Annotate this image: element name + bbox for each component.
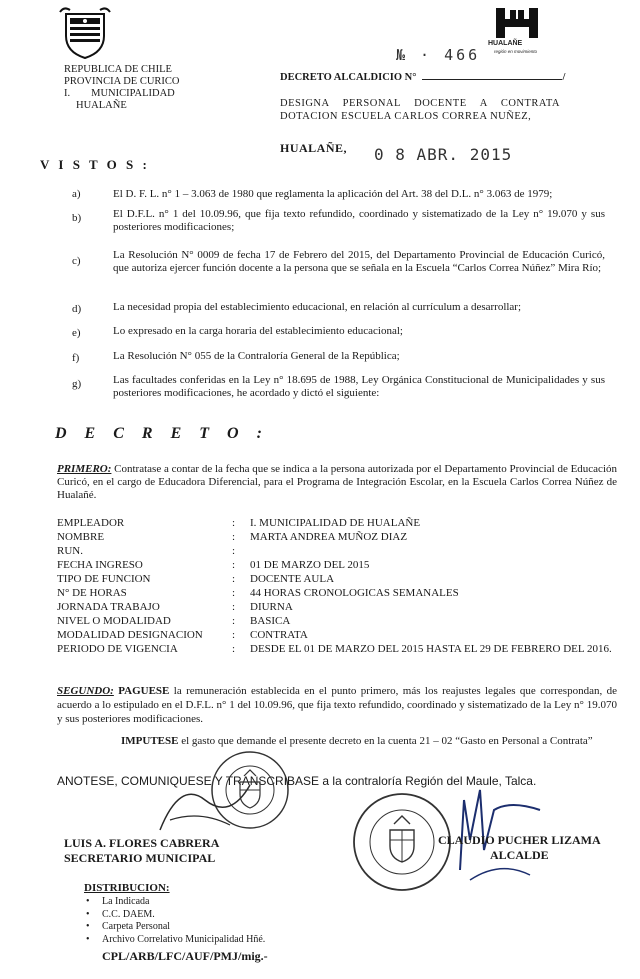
imputese-paragraph bbox=[57, 734, 617, 748]
date-stamp: 0 8 ABR. 2015 bbox=[374, 145, 513, 164]
distribucion-list bbox=[84, 896, 265, 946]
segundo-paragraph bbox=[57, 684, 617, 726]
field-label: PERIODO DE VIGENCIA bbox=[57, 643, 178, 655]
vistos-item: El D.F.L. n° 1 del 10.09.96, que fija texto refundido, coordinado y sistematizado de la Ley n° 19.070 y sus posteriores modificaciones; bbox=[113, 208, 605, 233]
vistos-letter: c) bbox=[72, 255, 81, 267]
decree-label: DECRETO ALCALDICIO N° bbox=[280, 72, 417, 83]
field-value: I. MUNICIPALIDAD DE HUALAÑE bbox=[250, 517, 421, 529]
field-colon: : bbox=[232, 545, 236, 557]
distribucion-item: • La Indicada bbox=[102, 896, 265, 909]
primero-label: PRIMERO: bbox=[57, 463, 112, 475]
primero-text: Contratase a contar de la fecha que se indica a la persona autorizada por el Departamento Provincial de Educación Curicó, en el cargo de Educadora Diferencial, para el Programa de Integración Escolar, en la Escuela Carlos Correa Núñez de Hualañé. bbox=[57, 463, 617, 501]
anotese-line: ANOTESE, COMUNIQUESE Y TRANSCRIBASE a la contraloría Región del Maule, Talca. bbox=[57, 774, 537, 788]
header-line: I. MUNICIPALIDAD bbox=[64, 88, 175, 99]
distribucion-item: • Archivo Correlativo Municipalidad Hñé. bbox=[102, 934, 265, 947]
field-value: DESDE EL 01 DE MARZO DEL 2015 HASTA EL 29 DE FEBRERO DEL 2016. bbox=[250, 643, 612, 655]
decree-subject: DESIGNA PERSONAL DOCENTE A CONTRATA DOTACION ESCUELA CARLOS CORREA NUÑEZ, bbox=[280, 98, 560, 122]
field-colon: : bbox=[232, 629, 236, 641]
field-colon: : bbox=[232, 531, 236, 543]
vistos-item: El D. F. L. n° 1 – 3.063 de 1980 que reglamenta la aplicación del Art. 38 del D.L. n° 3.063 de 1979; bbox=[113, 188, 553, 200]
logo-name: HUALAÑE bbox=[488, 40, 523, 47]
mayor-title: ALCALDE bbox=[490, 848, 549, 862]
header-institution bbox=[64, 64, 180, 112]
secretary-title: SECRETARIO MUNICIPAL bbox=[64, 851, 216, 865]
decree-number-stamp: № · 466 bbox=[396, 46, 481, 64]
imputese-text: el gasto que demande el presente decreto en la cuenta 21 – 02 “Gasto en Personal a Contrata” bbox=[178, 735, 593, 747]
mayor-signature-block bbox=[438, 833, 601, 863]
field-label: N° DE HORAS bbox=[57, 587, 127, 599]
field-label: NOMBRE bbox=[57, 531, 105, 543]
distribucion-item: • Carpeta Personal bbox=[102, 921, 265, 934]
distribucion-heading: DISTRIBUCION: bbox=[84, 882, 170, 894]
place-label: HUALAÑE, bbox=[280, 141, 348, 155]
vistos-item: La necesidad propia del establecimiento educacional, en relación al currículum a desarrollar; bbox=[113, 301, 522, 313]
logo-tagline: región en movimiento bbox=[494, 49, 538, 54]
decree-suffix: / bbox=[562, 72, 566, 83]
decreto-heading: D E C R E T O : bbox=[55, 425, 269, 442]
field-label: NIVEL O MODALIDAD bbox=[57, 615, 171, 627]
vistos-letter: f) bbox=[72, 352, 80, 364]
field-label: EMPLEADOR bbox=[57, 517, 125, 529]
paguese-word: PAGUESE bbox=[113, 685, 170, 697]
coat-of-arms-logo bbox=[58, 6, 112, 60]
field-value: DIURNA bbox=[250, 601, 293, 613]
secretary-name: LUIS A. FLORES CABRERA bbox=[64, 836, 220, 850]
vistos-letter: g) bbox=[72, 378, 82, 390]
mayor-name: CLAUDIO PUCHER LIZAMA bbox=[438, 833, 601, 847]
field-value: CONTRATA bbox=[250, 629, 308, 641]
header-line: REPUBLICA DE CHILE bbox=[64, 64, 172, 75]
segundo-label: SEGUNDO: bbox=[57, 685, 114, 697]
secretary-signature-block bbox=[64, 836, 219, 866]
field-value: BASICA bbox=[250, 615, 291, 627]
vistos-item: Las facultades conferidas en la Ley n° 18.695 de 1988, Ley Orgánica Constitucional de Municipalidades y sus posteriores modificaciones, he acordado y dictó el siguiente: bbox=[113, 374, 605, 399]
primero-paragraph bbox=[57, 463, 617, 502]
vistos-heading: V I S T O S : bbox=[40, 157, 150, 172]
hualane-logo-icon bbox=[494, 6, 540, 40]
field-colon: : bbox=[232, 587, 236, 599]
field-colon: : bbox=[232, 517, 236, 529]
field-colon: : bbox=[232, 615, 236, 627]
vistos-letter: a) bbox=[72, 188, 81, 200]
vistos-letter: e) bbox=[72, 327, 81, 339]
initials-line: CPL/ARB/LFC/AUF/PMJ/mig.- bbox=[102, 949, 268, 963]
imputese-label: IMPUTESE bbox=[121, 735, 179, 747]
vistos-letter: b) bbox=[72, 212, 82, 224]
field-label: FECHA INGRESO bbox=[57, 559, 143, 571]
field-value: 01 DE MARZO DEL 2015 bbox=[250, 559, 370, 571]
segundo-text: la remuneración establecida en el punto primero, más los reajustes legales que correspondan, de acuerdo a lo estipulado en el D.F.L. n° 1 del 10.09.96, que fija texto refundido, coordinado y sistematizado de la Ley n° 19.070 y sus posteriores modificaciones. bbox=[57, 685, 617, 725]
field-value: 44 HORAS CRONOLOGICAS SEMANALES bbox=[250, 587, 459, 599]
vistos-item: La Resolución N° 055 de la Contraloría General de la República; bbox=[113, 350, 400, 362]
field-value: MARTA ANDREA MUÑOZ DIAZ bbox=[250, 531, 408, 543]
secretary-signature-icon bbox=[150, 770, 260, 840]
field-label: JORNADA TRABAJO bbox=[57, 601, 160, 613]
field-colon: : bbox=[232, 559, 236, 571]
vistos-item: La Resolución N° 0009 de fecha 17 de Febrero del 2015, del Departamento Provincial de Educación Curicó, que autoriza ejercer función docente a la persona que se señala en la Escuela “Carlos Correa Núñez” Mira Río; bbox=[113, 249, 605, 274]
header-line: HUALAÑE bbox=[76, 100, 127, 111]
vistos-item: Lo expresado en la carga horaria del establecimiento educacional; bbox=[113, 325, 403, 337]
field-label: MODALIDAD DESIGNACION bbox=[57, 629, 203, 641]
decree-number-line bbox=[280, 72, 565, 83]
header-line: PROVINCIA DE CURICO bbox=[64, 76, 180, 87]
field-colon: : bbox=[232, 573, 236, 585]
vistos-letter: d) bbox=[72, 303, 82, 315]
field-colon: : bbox=[232, 643, 236, 655]
field-label: TIPO DE FUNCION bbox=[57, 573, 151, 585]
field-colon: : bbox=[232, 601, 236, 613]
distribucion-item: • C.C. DAEM. bbox=[102, 909, 265, 922]
field-label: RUN. bbox=[57, 545, 83, 557]
field-value: DOCENTE AULA bbox=[250, 573, 335, 585]
decree-blank bbox=[422, 79, 562, 80]
